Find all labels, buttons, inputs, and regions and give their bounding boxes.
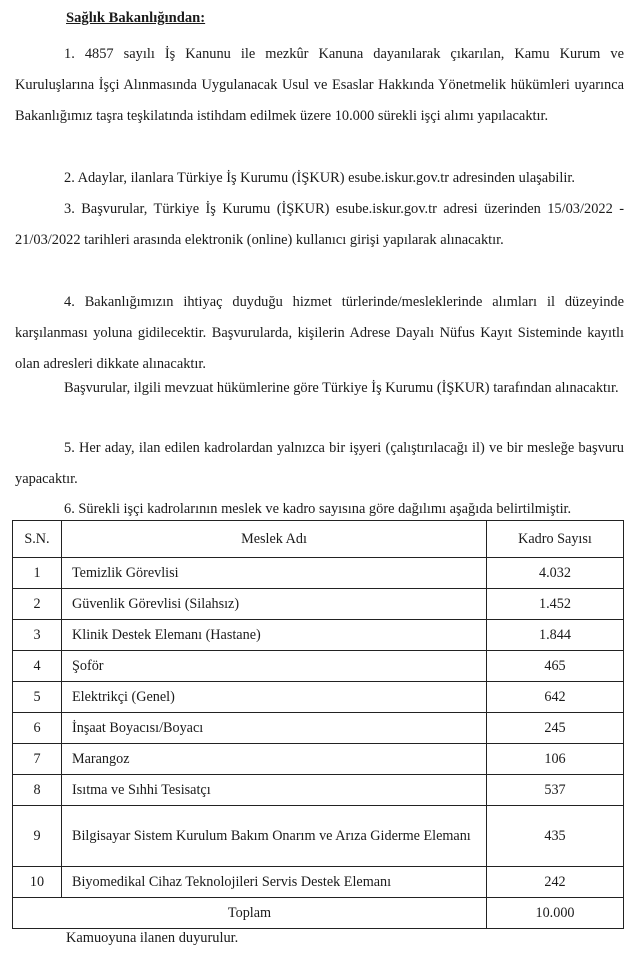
row-kadro: 106 bbox=[487, 744, 624, 775]
paragraph-2-text: 2. Adaylar, ilanlara Türkiye İş Kurumu (İŞKUR) esube.iskur.gov.tr adresinden ulaşabilir. bbox=[64, 170, 575, 186]
header-sn: S.N. bbox=[13, 521, 62, 558]
row-kadro: 4.032 bbox=[487, 558, 624, 589]
paragraph-4 bbox=[15, 287, 624, 380]
row-meslek: İnşaat Boyacısı/Boyacı bbox=[62, 713, 487, 744]
header-meslek: Meslek Adı bbox=[62, 521, 487, 558]
table-row bbox=[13, 713, 624, 744]
table-row bbox=[13, 682, 624, 713]
table-row bbox=[13, 806, 624, 867]
row-sn: 7 bbox=[13, 744, 62, 775]
paragraph-3 bbox=[15, 194, 624, 256]
row-kadro: 242 bbox=[487, 867, 624, 898]
table-row bbox=[13, 620, 624, 651]
row-sn: 10 bbox=[13, 867, 62, 898]
paragraph-2 bbox=[15, 163, 624, 194]
paragraph-5 bbox=[15, 433, 624, 495]
row-sn: 1 bbox=[13, 558, 62, 589]
row-meslek: Klinik Destek Elemanı (Hastane) bbox=[62, 620, 487, 651]
row-sn: 8 bbox=[13, 775, 62, 806]
row-sn: 6 bbox=[13, 713, 62, 744]
table-row bbox=[13, 589, 624, 620]
row-meslek: Isıtma ve Sıhhi Tesisatçı bbox=[62, 775, 487, 806]
paragraph-1 bbox=[15, 39, 624, 132]
table-row bbox=[13, 558, 624, 589]
table-header-row bbox=[13, 521, 624, 558]
cadre-distribution-table bbox=[12, 520, 624, 929]
row-sn: 2 bbox=[13, 589, 62, 620]
row-sn: 5 bbox=[13, 682, 62, 713]
paragraph-1-text: 1. 4857 sayılı İş Kanunu ile mezkûr Kanuna dayanılarak çıkarılan, Kamu Kurum ve Kuruluşlarına İşçi Alınmasında Uygulanacak Usul ve Esaslar Hakkında Yönetmelik hükümleri uyarınca Bakanlığımız taşra teşkilatında istihdam edilmek üzere 10.000 sürekli işçi alımı yapılacaktır. bbox=[15, 46, 624, 124]
closing-statement: Kamuoyuna ilanen duyurulur. bbox=[66, 930, 239, 946]
row-meslek: Bilgisayar Sistem Kurulum Bakım Onarım ve Arıza Giderme Elemanı bbox=[62, 806, 487, 867]
row-meslek: Marangoz bbox=[62, 744, 487, 775]
row-sn: 9 bbox=[13, 806, 62, 867]
table-row bbox=[13, 867, 624, 898]
table-row bbox=[13, 651, 624, 682]
table-row bbox=[13, 775, 624, 806]
header-kadro: Kadro Sayısı bbox=[487, 521, 624, 558]
row-meslek: Şoför bbox=[62, 651, 487, 682]
row-sn: 3 bbox=[13, 620, 62, 651]
paragraph-4b-text: Başvurular, ilgili mevzuat hükümlerine göre Türkiye İş Kurumu (İŞKUR) tarafından alınacaktır. bbox=[64, 380, 619, 396]
row-kadro: 1.452 bbox=[487, 589, 624, 620]
total-value: 10.000 bbox=[487, 898, 624, 929]
total-row bbox=[13, 898, 624, 929]
table-row bbox=[13, 744, 624, 775]
document-heading: Sağlık Bakanlığından: bbox=[66, 10, 206, 26]
row-meslek: Güvenlik Görevlisi (Silahsız) bbox=[62, 589, 487, 620]
paragraph-6-text: 6. Sürekli işçi kadrolarının meslek ve kadro sayısına göre dağılımı aşağıda belirtilmiştir. bbox=[64, 501, 572, 517]
row-meslek: Elektrikçi (Genel) bbox=[62, 682, 487, 713]
paragraph-3-text: 3. Başvurular, Türkiye İş Kurumu (İŞKUR) esube.iskur.gov.tr adresi üzerinden 15/03/2022 - 21/03/2022 tarihleri arasında elektronik (online) kullanıcı girişi yapılarak alınacaktır. bbox=[15, 201, 624, 248]
row-kadro: 465 bbox=[487, 651, 624, 682]
row-meslek: Biyomedikal Cihaz Teknolojileri Servis Destek Elemanı bbox=[62, 867, 487, 898]
row-kadro: 435 bbox=[487, 806, 624, 867]
paragraph-5-text: 5. Her aday, ilan edilen kadrolardan yalnızca bir işyeri (çalıştırılacağı il) ve bir mesleğe başvuru yapacaktır. bbox=[15, 440, 624, 487]
paragraph-4-text: 4. Bakanlığımızın ihtiyaç duyduğu hizmet türlerinde/mesleklerinde alımları il düzeyinde karşılanması yoluna gidilecektir. Başvurularda, kişilerin Adrese Dayalı Nüfus Kayıt Sisteminde kayıtlı olan adresleri dikkate alınacaktır. bbox=[15, 294, 624, 372]
row-meslek: Temizlik Görevlisi bbox=[62, 558, 487, 589]
row-kadro: 1.844 bbox=[487, 620, 624, 651]
total-label: Toplam bbox=[13, 898, 487, 929]
row-kadro: 537 bbox=[487, 775, 624, 806]
row-sn: 4 bbox=[13, 651, 62, 682]
row-kadro: 245 bbox=[487, 713, 624, 744]
row-kadro: 642 bbox=[487, 682, 624, 713]
paragraph-4b bbox=[15, 373, 624, 404]
